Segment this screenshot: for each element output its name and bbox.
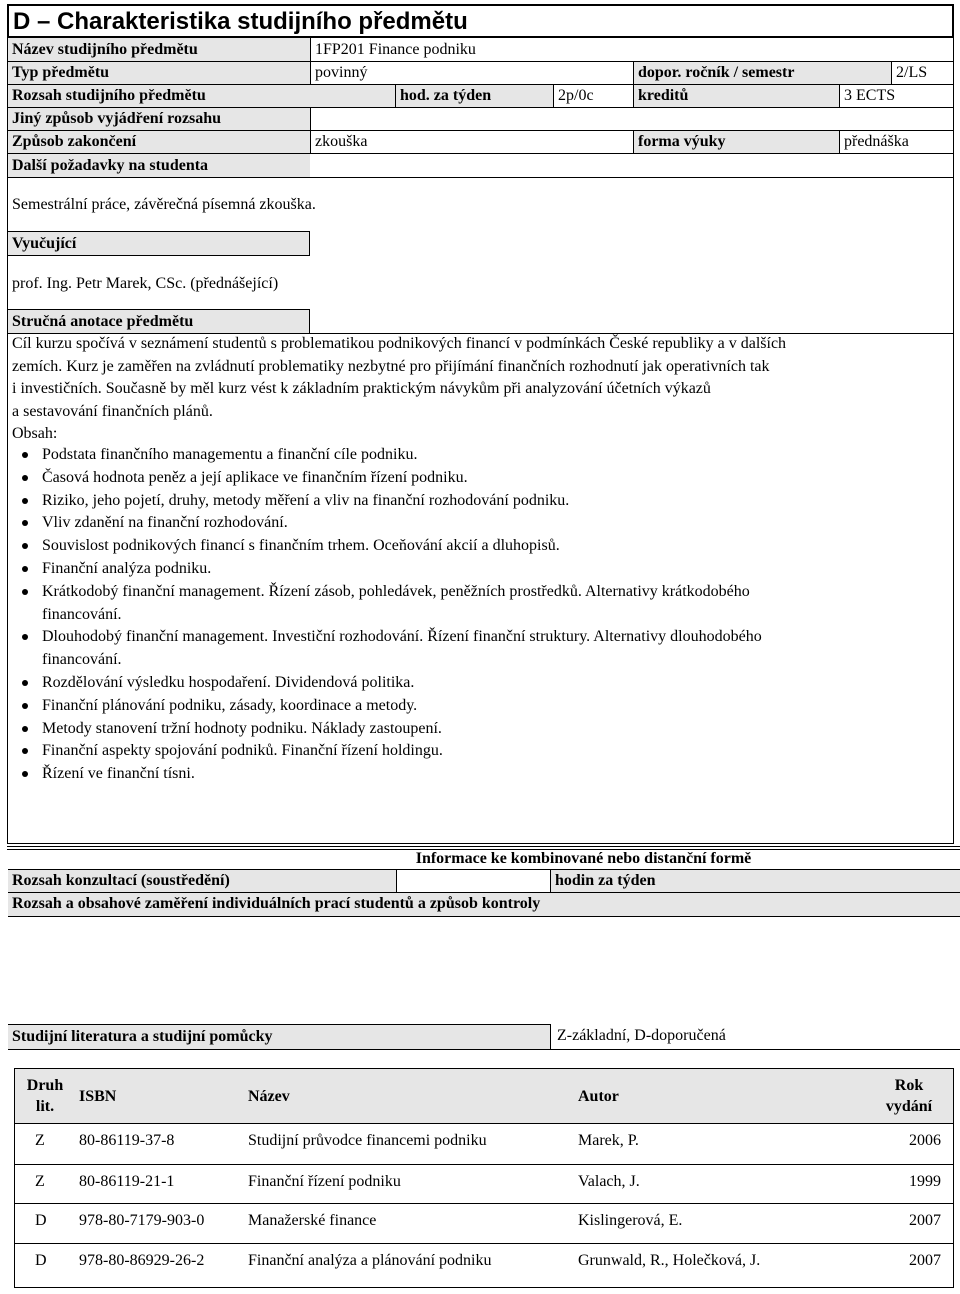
requirements-label-fill xyxy=(310,154,953,178)
topic-item xyxy=(8,535,948,558)
literature-isbn: 80-86119-37-8 xyxy=(79,1132,175,1149)
literature-title: Finanční analýza a plánování podniku xyxy=(248,1251,492,1269)
page-title: D – Charakteristika studijního předmětu xyxy=(7,4,954,38)
topic-line: Rozdělování výsledku hospodaření. Dividendová politika. xyxy=(42,673,415,691)
topic-line: Finanční aspekty spojování podniků. Finanční řízení holdingu. xyxy=(42,742,443,760)
hours-per-week-label: hod. za týden xyxy=(395,85,553,108)
annotation-text xyxy=(12,333,952,446)
topic-line: Riziko, jeho pojetí, druhy, metody měření a vliv na finanční rozhodování podniku. xyxy=(42,491,570,509)
col-header-title: Název xyxy=(248,1088,290,1105)
recommended-year-value: 2/LS xyxy=(891,62,953,85)
annotation-line: Cíl kurzu spočívá v seznámení studentů s problematikou podnikových financí v podmínkách České republiky a v dalších xyxy=(12,335,787,352)
other-scope-label: Jiný způsob vyjádření rozsahu xyxy=(8,108,310,131)
literature-title: Manažerské finance xyxy=(248,1212,377,1229)
teachers-label: Vyučující xyxy=(8,231,310,256)
other-scope-value xyxy=(310,108,953,131)
topic-line: Finanční plánování podniku, zásady, koordinace a metody. xyxy=(42,696,418,714)
topic-item xyxy=(8,467,948,490)
topic-item xyxy=(8,626,948,672)
literature-type: Z xyxy=(35,1132,45,1149)
topics-list xyxy=(8,444,948,786)
literature-year: 2007 xyxy=(909,1212,941,1229)
hours-per-week-value: 2p/0c xyxy=(553,85,633,108)
literature-isbn: 978-80-7179-903-0 xyxy=(79,1212,205,1229)
teachers-text: prof. Ing. Petr Marek, CSc. (přednášející) xyxy=(12,275,279,292)
literature-rows xyxy=(15,1124,953,1287)
annotation-line: i investičních. Současně by měl kurz vést k základním praktickým návykům při analyzování účetních výkazů xyxy=(12,380,711,397)
literature-row xyxy=(15,1124,953,1164)
topic-line: Řízení ve finanční tísni. xyxy=(42,765,195,783)
literature-legend: Z-základní, D-doporučená xyxy=(557,1027,726,1044)
literature-author: Kislingerová, E. xyxy=(578,1212,683,1229)
col-header-isbn: ISBN xyxy=(79,1088,117,1105)
literature-type: D xyxy=(35,1251,47,1269)
topic-item xyxy=(8,718,948,741)
teaching-form-value: přednáška xyxy=(839,131,953,154)
teaching-form-label: forma výuky xyxy=(633,131,839,154)
literature-title: Studijní průvodce financemi podniku xyxy=(248,1132,487,1149)
literature-type: Z xyxy=(35,1172,45,1190)
topic-item xyxy=(8,581,948,627)
topic-item xyxy=(8,490,948,513)
combined-form-header-rule xyxy=(7,849,960,850)
topic-item xyxy=(8,763,948,786)
topic-line: Krátkodobý finanční management. Řízení zásob, pohledávek, peněžních prostředků. Alternativy krátkodobého xyxy=(42,582,750,600)
col-header-year xyxy=(866,1075,952,1117)
individual-work-label: Rozsah a obsahové zaměření individuálních prací studentů a způsob kontroly xyxy=(8,893,960,917)
completion-label: Způsob zakončení xyxy=(8,131,310,154)
topic-item xyxy=(8,512,948,535)
course-scope-label: Rozsah studijního předmětu xyxy=(8,85,395,108)
col-header-year-text: Rok vydání xyxy=(885,1077,933,1115)
topic-line: Vliv zdanění na finanční rozhodování. xyxy=(42,514,288,532)
literature-title: Finanční řízení podniku xyxy=(248,1172,401,1190)
topic-item xyxy=(8,444,948,467)
literature-year: 2006 xyxy=(909,1132,941,1149)
topic-line: financování. xyxy=(42,651,122,669)
combined-form-header: Informace ke kombinované nebo distanční formě xyxy=(7,846,960,869)
topic-line: Souvislost podnikových financí s finančním trhem. Oceňování akcií a dluhopisů. xyxy=(42,537,560,555)
course-name-label: Název studijního předmětu xyxy=(8,38,310,62)
annotation-label-fill xyxy=(310,309,953,334)
topic-line: Dlouhodobý finanční management. Investiční rozhodování. Řízení finanční struktury. Alternativy dlouhodobého xyxy=(42,628,762,646)
annotation-label: Stručná anotace předmětu xyxy=(8,309,310,334)
topic-line: Podstata finančního managementu a finanční cíle podniku. xyxy=(42,446,418,463)
annotation-line: a sestavování finančních plánů. xyxy=(12,402,213,420)
topic-line: Metody stanovení tržní hodnoty podniku. Náklady zastoupení. xyxy=(42,719,442,737)
requirements-label: Další požadavky na studenta xyxy=(8,154,310,178)
credits-value: 3 ECTS xyxy=(839,85,953,108)
col-header-type-text: Druh lit. xyxy=(26,1077,64,1115)
course-type-value: povinný xyxy=(310,62,633,85)
credits-label: kreditů xyxy=(633,85,839,108)
topic-item xyxy=(8,672,948,695)
literature-author: Grunwald, R., Holečková, J. xyxy=(578,1251,761,1269)
consultations-value xyxy=(396,869,551,893)
topic-line: financování. xyxy=(42,605,122,623)
literature-legend-rule xyxy=(551,1049,960,1050)
topic-item xyxy=(8,695,948,718)
consultations-label: Rozsah konzultací (soustředění) xyxy=(8,869,396,893)
annotation-line: zemích. Kurz je zaměřen na zvládnutí problematiky nezbytné pro přijímání finančních rozhodnutí jak operativních tak xyxy=(12,357,770,375)
literature-author: Valach, J. xyxy=(578,1172,640,1190)
literature-author: Marek, P. xyxy=(578,1132,639,1149)
course-name-value: 1FP201 Finance podniku xyxy=(310,38,953,62)
literature-label: Studijní literatura a studijní pomůcky xyxy=(8,1024,551,1050)
topic-item xyxy=(8,740,948,763)
literature-year: 1999 xyxy=(909,1172,941,1190)
col-header-author: Autor xyxy=(578,1088,619,1105)
recommended-year-label: dopor. ročník / semestr xyxy=(633,62,891,85)
completion-value: zkouška xyxy=(310,131,633,154)
literature-type: D xyxy=(35,1212,47,1229)
topic-item xyxy=(8,558,948,581)
literature-year: 2007 xyxy=(909,1251,941,1269)
topic-line: Finanční analýza podniku. xyxy=(42,559,212,577)
literature-row xyxy=(15,1203,953,1243)
literature-isbn: 978-80-86929-26-2 xyxy=(79,1251,205,1269)
literature-row xyxy=(15,1243,953,1283)
literature-header-row xyxy=(15,1069,953,1124)
requirements-text: Semestrální práce, závěrečná písemná zkouška. xyxy=(12,196,316,213)
literature-row xyxy=(15,1164,953,1204)
course-type-label: Typ předmětu xyxy=(8,62,310,85)
literature-isbn: 80-86119-21-1 xyxy=(79,1172,175,1190)
content-heading: Obsah: xyxy=(12,425,58,442)
topic-line: Časová hodnota peněz a její aplikace ve finančním řízení podniku. xyxy=(42,468,468,486)
col-header-type xyxy=(15,1075,75,1117)
hours-per-week-combined-label: hodin za týden xyxy=(551,869,960,893)
